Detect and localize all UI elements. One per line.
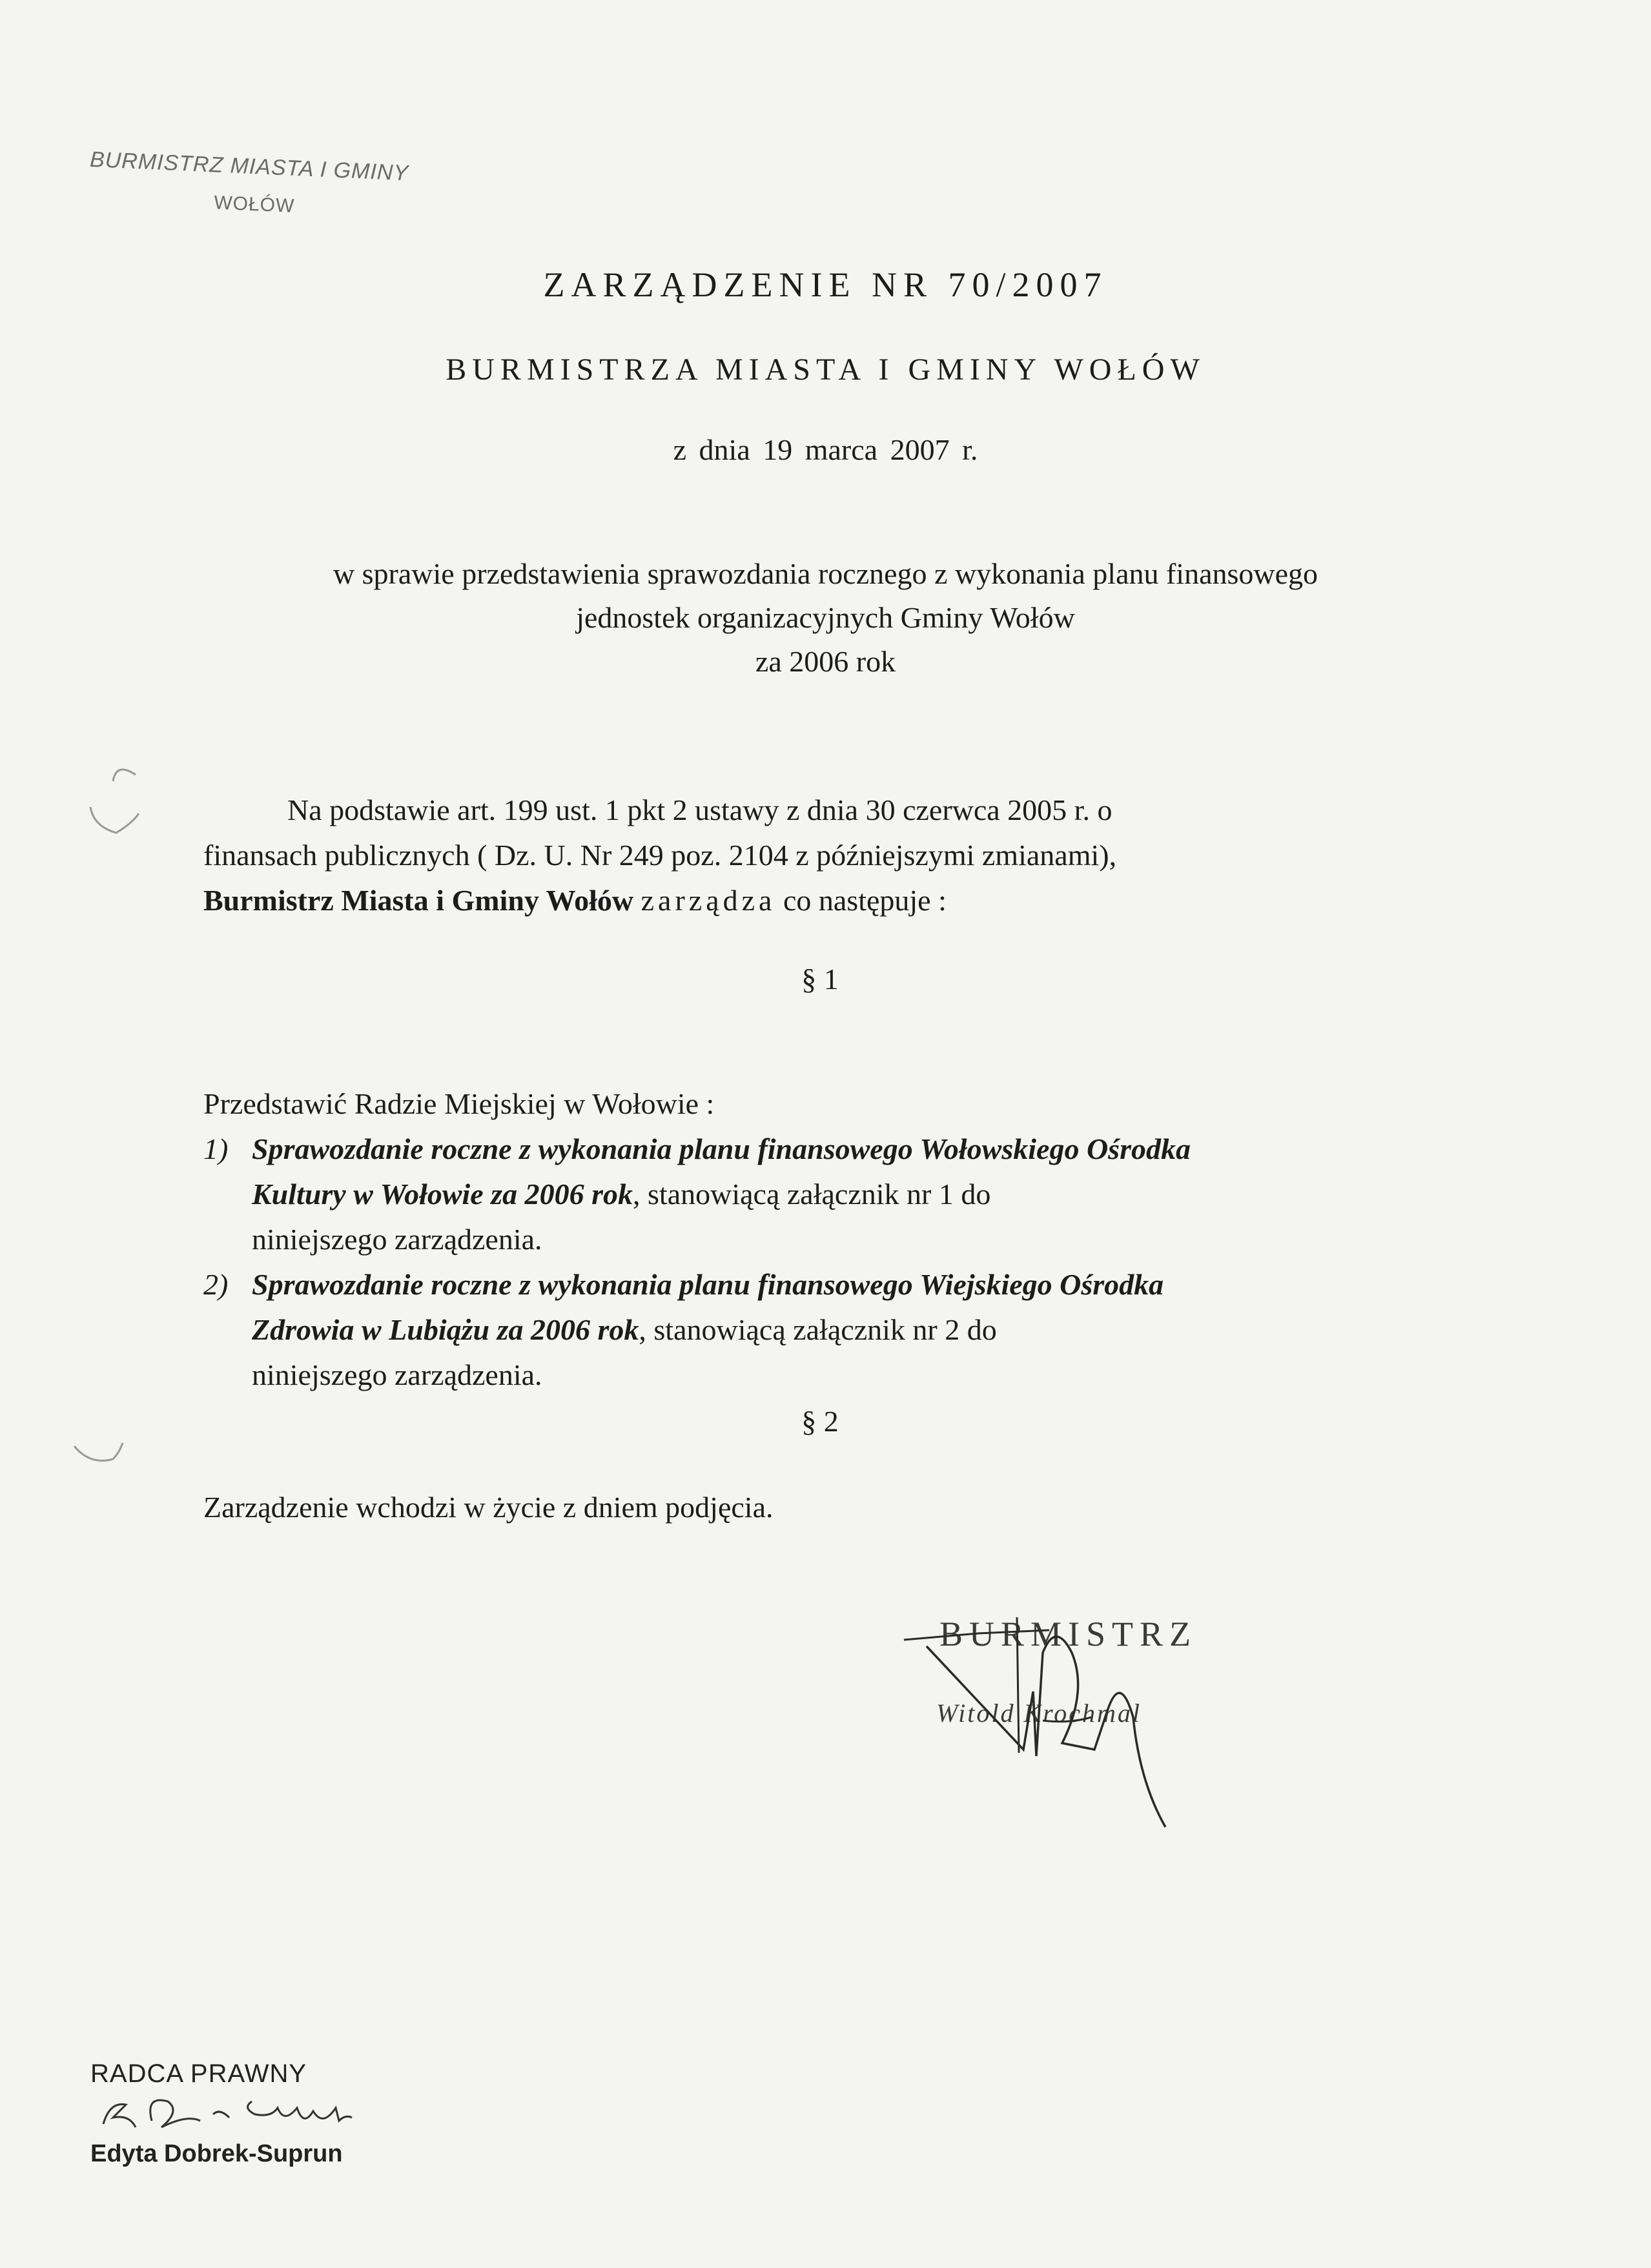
subject-line-2: jednostek organizacyjnych Gminy Wołów: [576, 601, 1075, 634]
section-1-symbol: § 1: [801, 963, 839, 996]
list-item-attachment: , stanowiącą załącznik nr 2 do: [639, 1313, 997, 1346]
list-item-number: 2): [203, 1268, 229, 1301]
legal-advisor-title: RADCA PRAWNY: [90, 2059, 307, 2088]
basis-line-1: Na podstawie art. 199 ust. 1 pkt 2 ustawy z dnia 30 czerwca 2005 r. o: [287, 793, 1113, 826]
list-item-line-3: niniejszego zarządzenia.: [252, 1358, 542, 1391]
legal-advisor-stamp: [90, 2059, 387, 2168]
basis-line-2: finansach publicznych ( Dz. U. Nr 249 poz. 2104 z późniejszymi zmianami),: [203, 839, 1117, 872]
header-stamp-line1: BURMISTRZ MIASTA I GMINY: [89, 147, 409, 186]
list-item: [203, 1262, 1462, 1398]
legal-basis: [203, 788, 1462, 923]
basis-decree-word: zarządza: [641, 884, 776, 917]
legal-advisor-signature: [90, 2089, 387, 2140]
mayor-signature-stamp: [901, 1614, 1262, 1846]
section-2-symbol: § 2: [801, 1405, 839, 1438]
header-stamp-line2: WOŁÓW: [213, 192, 296, 217]
list-item-number: 1): [203, 1132, 229, 1165]
list-item-title: Sprawozdanie roczne z wykonania planu finansowego Wołowskiego Ośrodka: [252, 1132, 1191, 1165]
hole-punch-mark: [65, 1433, 136, 1478]
subject-line-1: w sprawie przedstawienia sprawozdania rocznego z wykonania planu finansowego: [333, 557, 1318, 590]
document-title: ZARZĄDZENIE NR 70/2007: [543, 265, 1108, 304]
list-item-line-3: niniejszego zarządzenia.: [252, 1223, 542, 1256]
stamp-name: Witold Krochmal: [936, 1699, 1142, 1728]
legal-advisor-name: Edyta Dobrek-Suprun: [90, 2140, 343, 2167]
list-item-title: Sprawozdanie roczne z wykonania planu finansowego Wiejskiego Ośrodka: [252, 1268, 1164, 1301]
document-issuer: BURMISTRZA MIASTA I GMINY WOŁÓW: [446, 352, 1205, 387]
basis-line-3-end: co następuje :: [783, 884, 947, 917]
basis-authority: Burmistrz Miasta i Gminy Wołów: [203, 884, 634, 917]
list-item-title-cont: Kultury w Wołowie za 2006 rok: [252, 1178, 633, 1211]
handwritten-signature: [901, 1614, 1262, 1846]
list-item-attachment: , stanowiącą załącznik nr 1 do: [633, 1178, 991, 1211]
list-item-line-2: [252, 1307, 1462, 1353]
document-subject: [129, 552, 1522, 684]
section-1-intro: Przedstawić Radzie Miejskiej w Wołowie :: [203, 1087, 715, 1120]
handwritten-initials: [90, 2089, 387, 2140]
list-item: [203, 1127, 1462, 1262]
header-stamp: [88, 147, 409, 222]
section-2-text: Zarządzenie wchodzi w życie z dniem podjęcia.: [203, 1491, 774, 1524]
document-date: z dnia 19 marca 2007 r.: [673, 433, 978, 466]
basis-line-3: [203, 878, 1462, 923]
list-item-line-2: [252, 1172, 1462, 1217]
hole-punch-mark: [77, 762, 149, 839]
list-item-title-cont: Zdrowia w Lubiążu za 2006 rok: [252, 1313, 639, 1346]
stamp-title: BURMISTRZ: [939, 1615, 1198, 1653]
report-list: [203, 1127, 1462, 1398]
subject-line-3: za 2006 rok: [755, 645, 896, 678]
